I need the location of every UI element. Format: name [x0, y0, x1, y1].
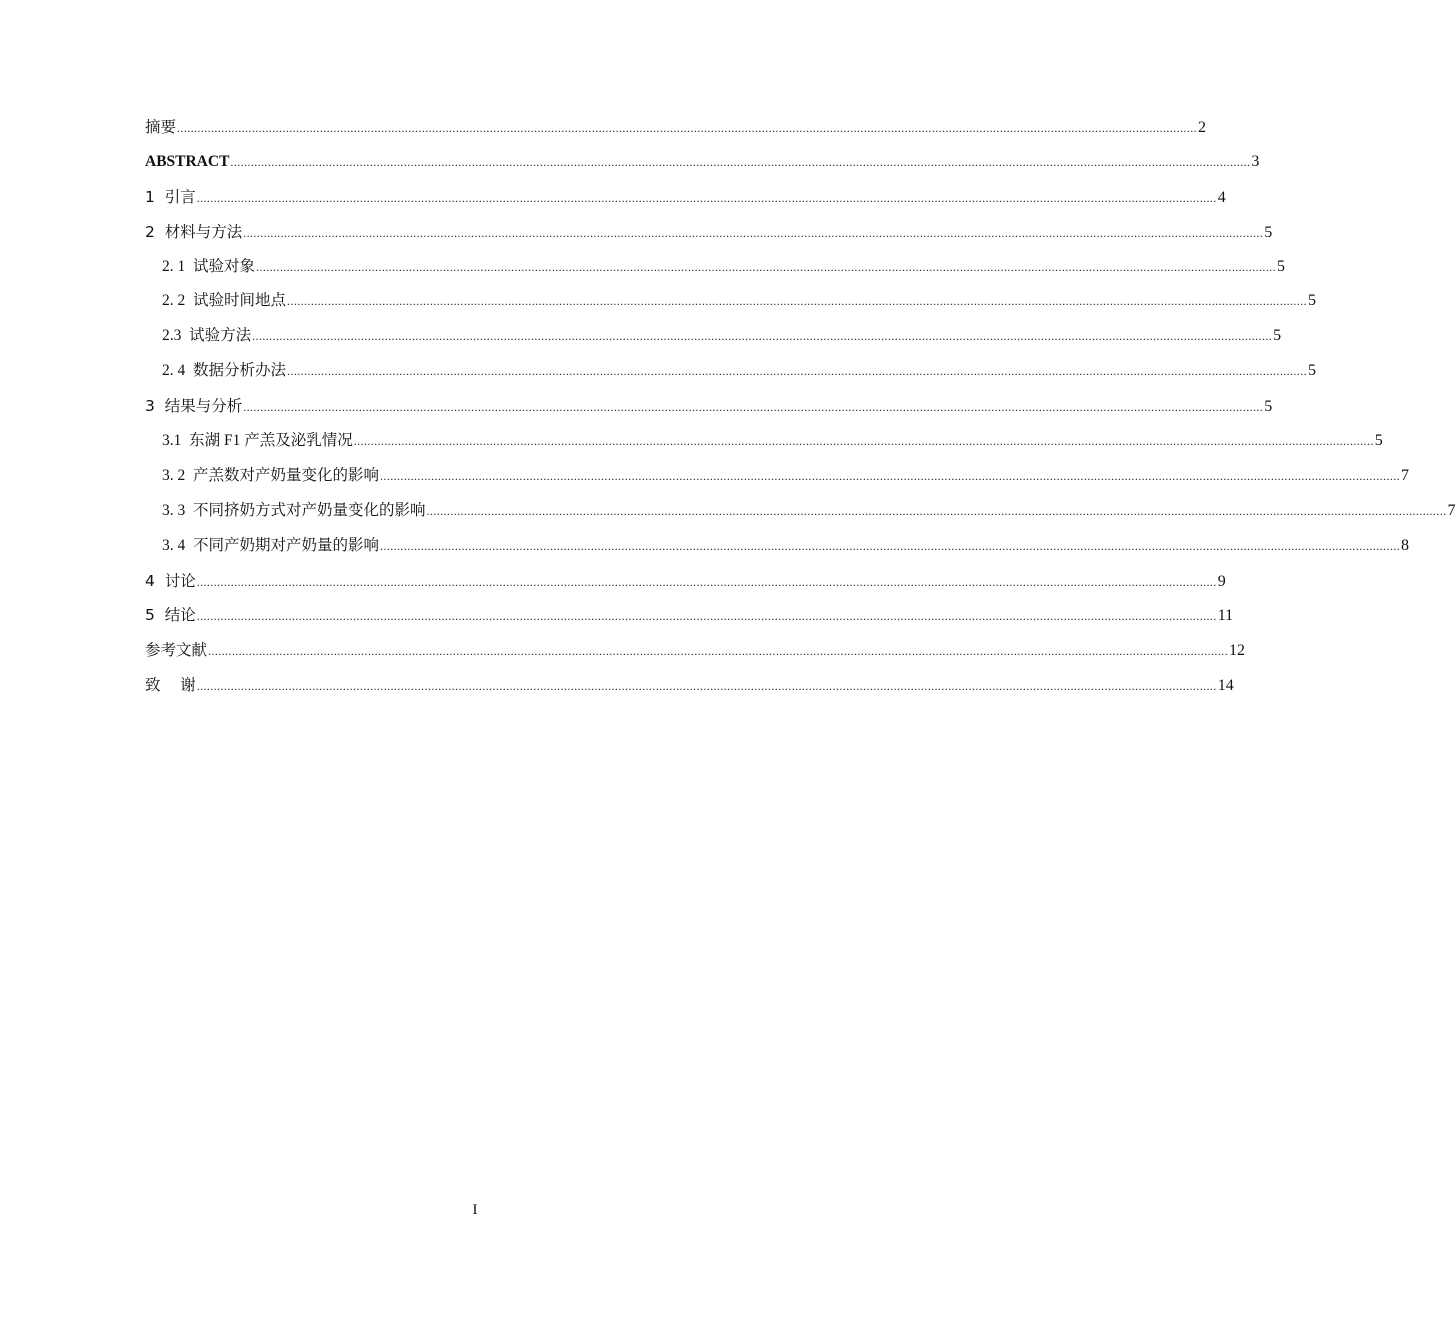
toc-entry-label: 5 结论: [145, 606, 196, 625]
toc-entry-label: 摘要: [145, 118, 177, 136]
toc-dot-leader: ............................................................................................................................................................................................................................................................................................................: [196, 574, 1217, 589]
toc-entry-results-analysis[interactable]: [145, 395, 1273, 430]
toc-entry-2-1[interactable]: [145, 256, 1286, 291]
toc-entry-page: 12: [1229, 642, 1246, 660]
toc-entry-3-2[interactable]: [145, 465, 1410, 500]
toc-entry-page: 11: [1217, 607, 1234, 625]
toc-entry-page: 5: [1277, 257, 1286, 275]
toc-entry-page: 5: [1374, 432, 1383, 450]
toc-entry-materials-methods[interactable]: [145, 221, 1273, 256]
toc-entry-label: 3 结果与分析: [145, 397, 243, 416]
toc-dot-leader: ............................................................................................................................................................................................................................................................................................................: [287, 364, 1308, 379]
toc-entry-page: 3: [1251, 152, 1260, 170]
toc-entry-label: 2 材料与方法: [145, 222, 243, 241]
toc-entry-label: 参考文献: [145, 641, 208, 660]
toc-entry-2-4[interactable]: [145, 360, 1317, 395]
table-of-contents: [145, 116, 1456, 709]
page-number: I: [472, 1202, 478, 1218]
toc-entry-introduction[interactable]: [145, 186, 1226, 221]
toc-entry-page: 5: [1264, 223, 1273, 241]
toc-entry-label: 1 引言: [145, 187, 196, 206]
toc-entry-page: 5: [1308, 292, 1317, 310]
toc-entry-page: 8: [1401, 536, 1410, 554]
toc-entry-page: 2: [1198, 119, 1207, 136]
toc-dot-leader: ............................................................................................................................................................................................................................................................................................................: [252, 329, 1273, 344]
toc-entry-label: 2. 4 数据分析办法: [162, 362, 287, 380]
toc-dot-leader: ............................................................................................................................................................................................................................................................................................................: [353, 434, 1374, 449]
toc-entry-label: 2. 1 试验对象: [162, 257, 256, 275]
toc-dot-leader: ............................................................................................................................................................................................................................................................................................................: [256, 259, 1277, 274]
toc-dot-leader: ............................................................................................................................................................................................................................................................................................................: [287, 294, 1308, 309]
toc-dot-leader: ............................................................................................................................................................................................................................................................................................................: [243, 225, 1264, 240]
toc-entry-label: 3. 4 不同产奶期对产奶量的影响: [162, 536, 380, 554]
toc-entry-page: 5: [1308, 362, 1317, 380]
toc-entry-page: 9: [1217, 572, 1226, 590]
toc-entry-conclusion[interactable]: [145, 604, 1234, 639]
toc-entry-2-3[interactable]: [145, 325, 1282, 360]
toc-entry-references[interactable]: [145, 639, 1246, 674]
toc-dot-leader: ............................................................................................................................................................................................................................................................................................................: [380, 538, 1401, 553]
toc-entry-abstract-cn[interactable]: [145, 116, 1207, 151]
toc-entry-page: 7: [1447, 501, 1456, 519]
toc-entry-label: 3. 2 产羔数对产奶量变化的影响: [162, 466, 380, 484]
toc-dot-leader: ............................................................................................................................................................................................................................................................................................................: [426, 503, 1447, 518]
toc-entry-label: 3. 3 不同挤奶方式对产奶量变化的影响: [162, 501, 426, 519]
toc-dot-leader: ............................................................................................................................................................................................................................................................................................................: [196, 609, 1217, 624]
toc-dot-leader: ............................................................................................................................................................................................................................................................................................................: [243, 400, 1264, 415]
toc-entry-discussion[interactable]: [145, 570, 1226, 605]
toc-entry-3-4[interactable]: [145, 535, 1410, 570]
toc-entry-3-1[interactable]: [145, 430, 1383, 465]
toc-entry-page: 4: [1217, 188, 1226, 206]
toc-entry-acknowledgements[interactable]: [145, 674, 1234, 709]
toc-entry-label: 致 谢: [145, 676, 196, 695]
toc-dot-leader: ............................................................................................................................................................................................................................................................................................................: [196, 679, 1217, 694]
toc-dot-leader: ............................................................................................................................................................................................................................................................................................................: [196, 190, 1217, 205]
toc-entry-abstract-en[interactable]: [145, 151, 1260, 186]
toc-dot-leader: ............................................................................................................................................................................................................................................................................................................: [208, 644, 1229, 659]
toc-dot-leader: ............................................................................................................................................................................................................................................................................................................: [380, 468, 1401, 483]
toc-entry-label: 3.1 东湖 F1 产羔及泌乳情况: [162, 432, 353, 450]
toc-entry-label: ABSTRACT: [145, 152, 230, 170]
toc-entry-label: 2.3 试验方法: [162, 327, 252, 345]
toc-entry-3-3[interactable]: [145, 500, 1456, 535]
toc-entry-page: 7: [1401, 466, 1410, 484]
toc-entry-label: 2. 2 试验时间地点: [162, 292, 287, 310]
toc-entry-page: 5: [1273, 327, 1282, 345]
toc-entry-label: 4 讨论: [145, 571, 196, 590]
toc-dot-leader: ............................................................................................................................................................................................................................................................................................................: [230, 154, 1251, 169]
toc-dot-leader: ............................................................................................................................................................................................................................................................................................................: [177, 121, 1198, 135]
toc-entry-page: 14: [1217, 677, 1234, 695]
toc-entry-page: 5: [1264, 398, 1273, 416]
toc-entry-2-2[interactable]: [145, 290, 1317, 325]
